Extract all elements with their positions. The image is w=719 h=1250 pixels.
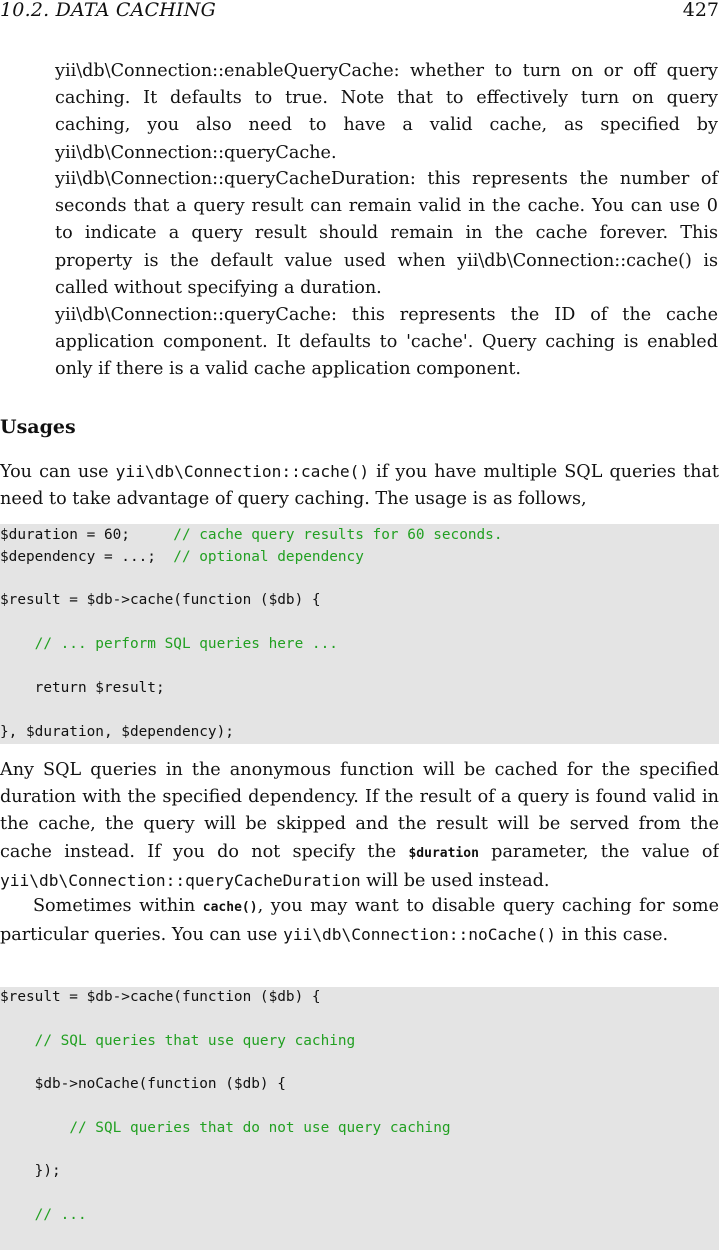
property-reference: yii\db\Connection::cache() [457,250,692,271]
usages-explanation-paragraph: Any SQL queries in the anonymous function will be cached for the specified duration with the specified dependency. If the result of a query is found valid in the cache, the query will be skipped and the result will be served from the cache instead. If you do not specify the $duration parameter, the value of yii\db\Connection::queryCacheDuration will be used instead. [0,760,719,891]
page-number: 427 [682,0,719,21]
code-block-cache-usage [0,524,719,744]
parameter-reference: $duration [408,845,479,861]
property-reference: yii\db\Connection::queryCacheDuration [0,870,361,890]
code-line: $result = $db->cache(function ($db) { [0,592,321,608]
property-name: yii\db\Connection::queryCacheDuration [55,169,410,189]
code-line: return $result; [0,680,165,696]
code-line: }, $duration, $dependency); [0,724,234,740]
function-reference: cache() [202,900,258,915]
property-reference: yii\db\Connection::queryCache [55,142,331,163]
code-line: $result = $db->cache(function ($db) { [0,989,321,1005]
method-reference: yii\db\Connection::cache() [115,462,370,481]
property-name: yii\db\Connection::enableQueryCache [55,61,394,81]
code-comment: // optional dependency [173,549,364,565]
code-block-nocache-usage [0,987,719,1250]
property-item-enable-query-cache: yii\db\Connection::enableQueryCache: whether to turn on or off query caching. It defaults to true. Note that to effectively turn on query caching, you also need to have a valid cache, as specified by yii\db\Connection::queryCache. [55,61,718,163]
chapter-section-title: 10.2. DATA CACHING [0,0,216,21]
property-item-query-cache-duration: yii\db\Connection::queryCacheDuration: this represents the number of seconds that a query result can remain valid in the cache. You can use 0 to indicate a query result should remain in the cache forever. This property is the default value used when yii\db\Connection::cache() is called without specifying a duration. [55,169,719,298]
code-comment: // ... [34,1207,87,1223]
section-heading-usages: Usages [0,416,76,438]
code-comment: // cache query results for 60 seconds. [173,527,503,543]
code-comment: // ... perform SQL queries here ... [34,636,338,652]
code-line [0,1206,87,1224]
usages-intro-paragraph: You can use yii\db\Connection::cache() if you have multiple SQL queries that need to take advantage of query caching. The usage is as follows, [0,462,719,510]
default-value: true [285,88,323,109]
property-name: yii\db\Connection::queryCache [55,305,331,325]
code-line [0,1119,451,1137]
code-comment: // SQL queries that use query caching [34,1033,356,1049]
code-line [0,635,338,653]
default-value: 'cache' [406,332,468,353]
method-reference: yii\db\Connection::noCache() [283,925,556,945]
page-header [0,0,719,24]
usages-nocache-paragraph: Sometimes within cache(), you may want to disable query caching for some particular queries. You can use yii\db\Connection::noCache() in this case. [0,896,719,946]
code-line: $dependency = ...; // optional dependency [0,549,364,565]
code-line: }); [0,1163,61,1179]
code-line: $db->noCache(function ($db) { [0,1076,286,1092]
code-comment: // SQL queries that do not use query caching [69,1120,451,1136]
property-item-query-cache: yii\db\Connection::queryCache: this represents the ID of the cache application component. It defaults to 'cache'. Query caching is enabled only if there is a valid cache application component. [55,305,718,380]
code-line: $duration = 60; // cache query results for 60 seconds. [0,527,503,543]
code-line [0,1032,355,1050]
